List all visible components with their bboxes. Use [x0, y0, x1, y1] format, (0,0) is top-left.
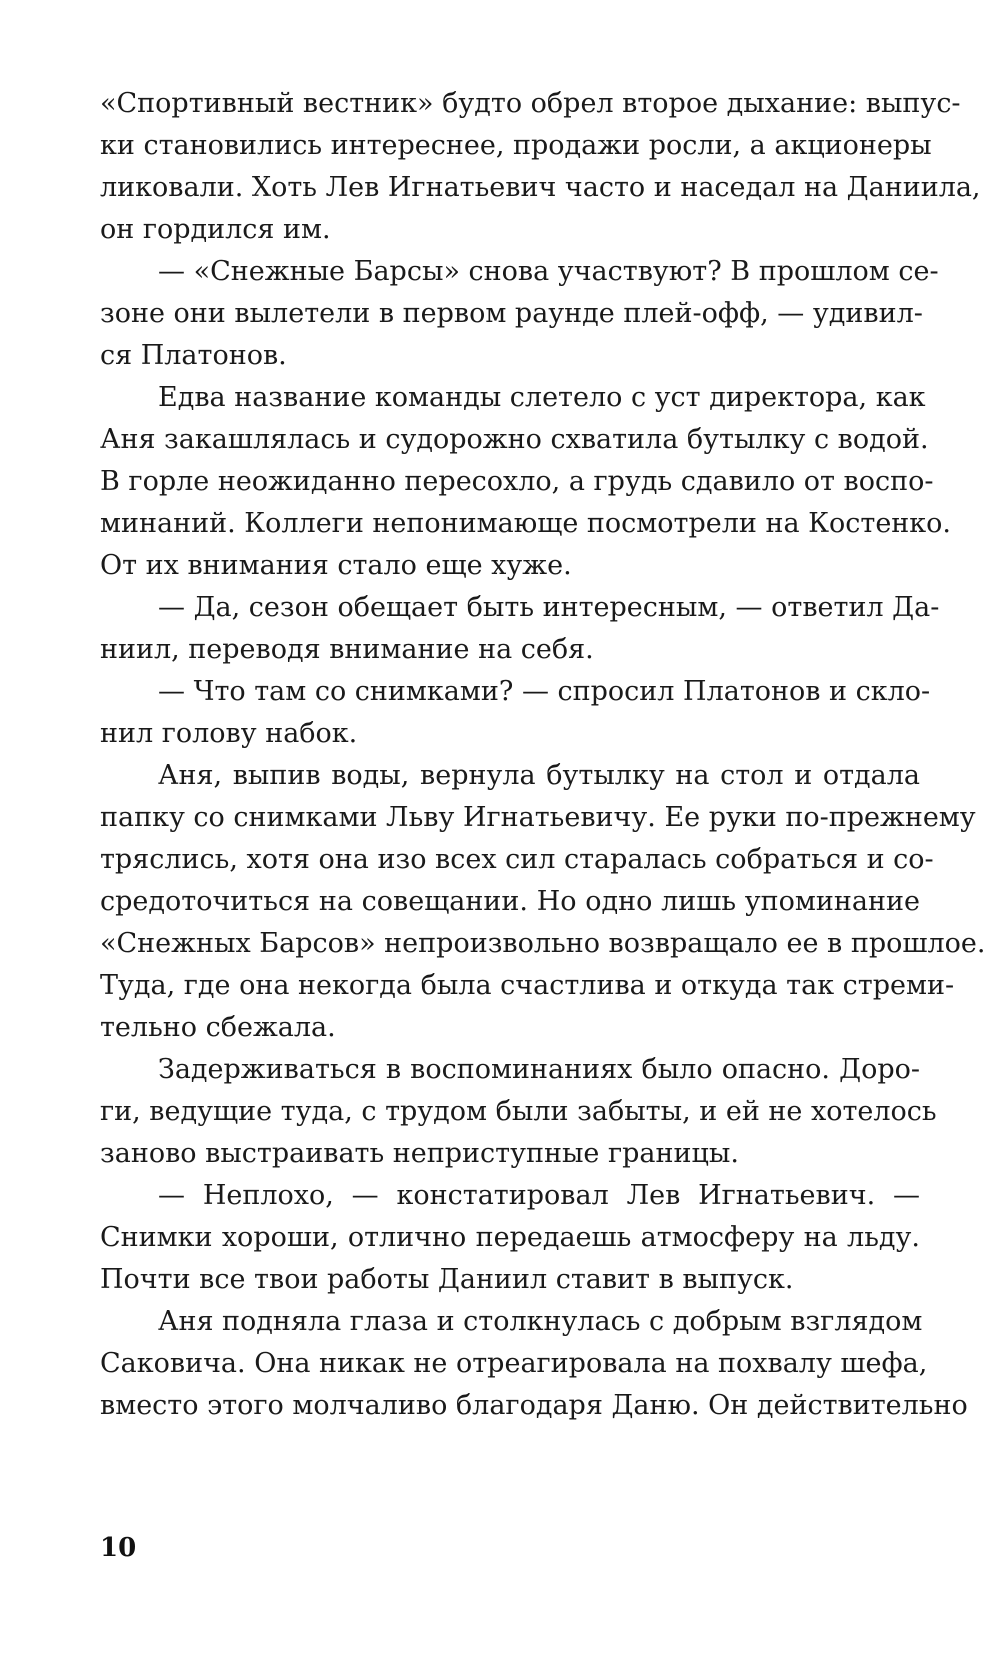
text-line: «Спортивный вестник» будто обрел второе дыхание: выпус-: [100, 88, 961, 119]
text-line: ликовали. Хоть Лев Игнатьевич часто и наседал на Даниила,: [100, 172, 981, 203]
text-line: — «Снежные Барсы» снова участвуют? В прошлом се-: [158, 256, 939, 287]
text-line: нил голову набок.: [100, 718, 358, 749]
text-line: Туда, где она некогда была счастлива и откуда так стреми-: [100, 970, 955, 1001]
text-line: зоне они вылетели в первом раунде плей-офф, — удивил-: [100, 298, 923, 329]
text-line: Аня, выпив воды, вернула бутылку на стол и отдала: [158, 760, 920, 791]
text-line: От их внимания стало еще хуже.: [100, 550, 572, 581]
text-line: ки становились интереснее, продажи росли, а акционеры: [100, 130, 932, 161]
text-line: Задерживаться в воспоминаниях было опасно. Доро-: [158, 1054, 920, 1085]
text-line: вместо этого молчаливо благодаря Даню. Он действительно: [100, 1390, 968, 1421]
text-line: тряслись, хотя она изо всех сил старалась собраться и со-: [100, 844, 934, 875]
text-line: «Снежных Барсов» непроизвольно возвращало ее в прошлое.: [100, 928, 986, 959]
text-line: ся Платонов.: [100, 340, 287, 371]
text-line: Почти все твои работы Даниил ставит в выпуск.: [100, 1264, 794, 1295]
text-line: В горле неожиданно пересохло, а грудь сдавило от воспо-: [100, 466, 934, 497]
page-number: 10: [100, 1533, 137, 1563]
text-line: заново выстраивать неприступные границы.: [100, 1138, 739, 1169]
text-line: минаний. Коллеги непонимающе посмотрели на Костенко.: [100, 508, 952, 539]
text-line: — Что там со снимками? — спросил Платонов и скло-: [158, 676, 931, 707]
text-line: Аня закашлялась и судорожно схватила бутылку с водой.: [100, 424, 929, 455]
text-line: ги, ведущие туда, с трудом были забыты, и ей не хотелось: [100, 1096, 937, 1127]
text-line: Саковича. Она никак не отреагировала на похвалу шефа,: [100, 1348, 928, 1379]
text-line: Аня подняла глаза и столкнулась с добрым взглядом: [158, 1306, 923, 1337]
text-line: он гордился им.: [100, 214, 331, 245]
text-line: — Да, сезон обещает быть интересным, — ответил Да-: [158, 592, 940, 623]
text-line: ниил, переводя внимание на себя.: [100, 634, 594, 665]
text-line: Снимки хороши, отлично передаешь атмосферу на льду.: [100, 1222, 920, 1253]
text-line: папку со снимками Льву Игнатьевичу. Ее руки по-прежнему: [100, 802, 976, 833]
text-line: тельно сбежала.: [100, 1012, 336, 1043]
text-line: — Неплохо, — констатировал Лев Игнатьевич. —: [158, 1180, 920, 1211]
text-line: средоточиться на совещании. Но одно лишь упоминание: [100, 886, 920, 917]
text-line: Едва название команды слетело с уст директора, как: [158, 382, 926, 413]
